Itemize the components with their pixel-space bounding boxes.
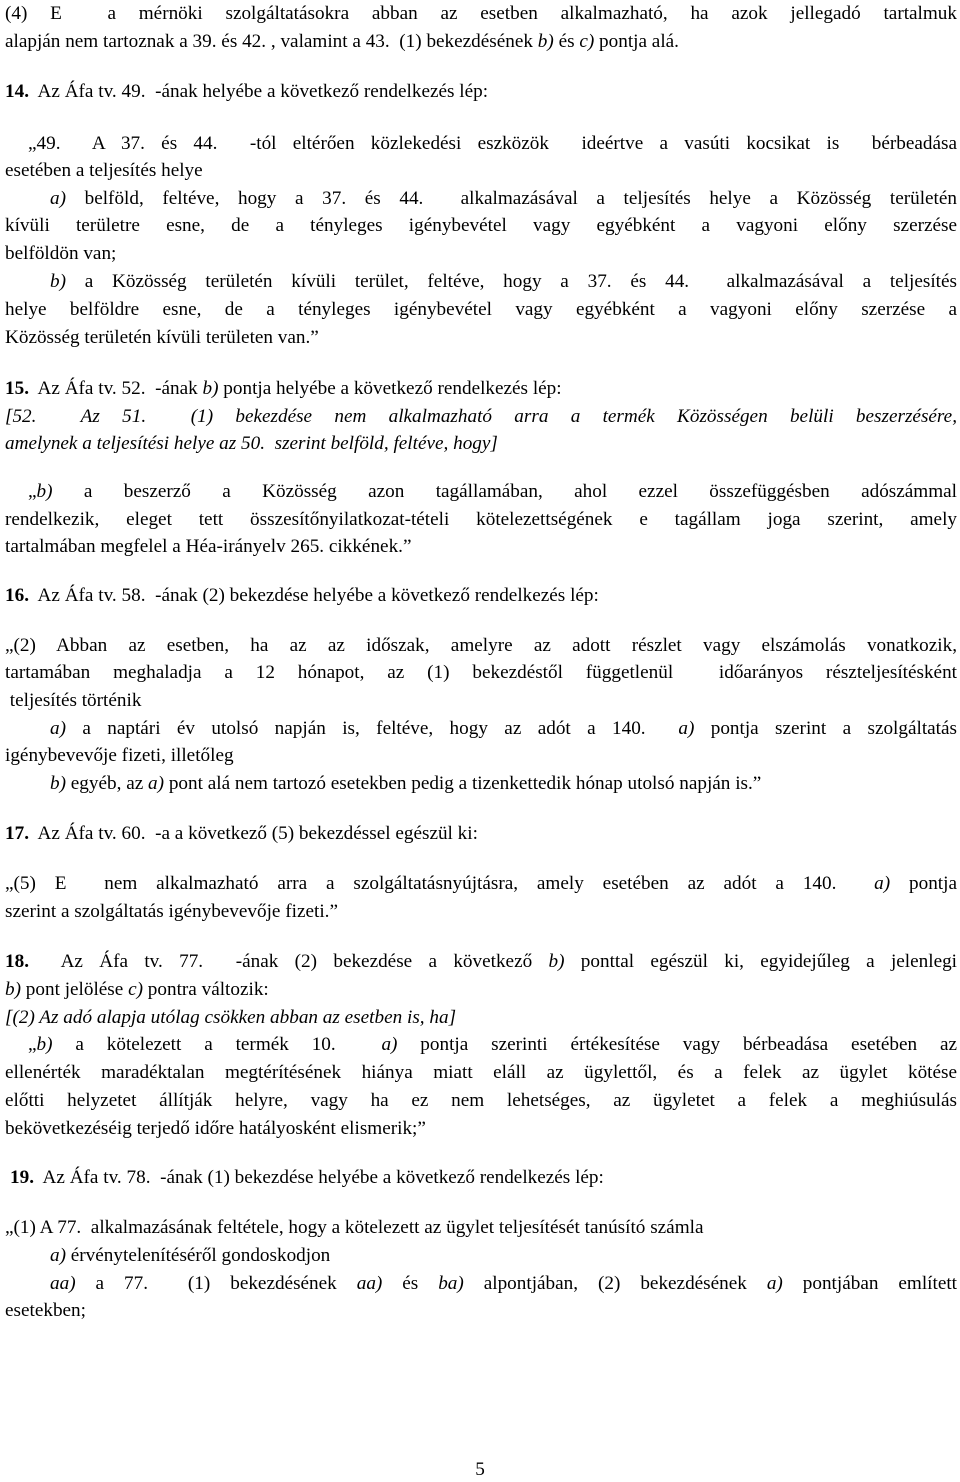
- text-line: [5, 978, 957, 1002]
- text-line: [5, 872, 957, 896]
- text-segment: aa): [356, 1273, 383, 1294]
- text-line: [50, 187, 957, 211]
- text-line: [5, 661, 957, 685]
- text-segment: b): [36, 1034, 53, 1055]
- page-number: 5: [475, 1459, 485, 1480]
- section-number: 19.: [10, 1167, 39, 1188]
- text-segment: pont alá nem tartozó esetekben pedig a tizenkettedik hónap utolsó napján is.”: [164, 773, 762, 794]
- text-line: [28, 132, 957, 156]
- section-number: 18.: [5, 951, 46, 972]
- text-segment: esetekben;: [5, 1300, 86, 1321]
- text-line: [5, 634, 957, 658]
- text-segment: „(2) Abban az esetben, ha az az időszak, amelyre az adott részlet vagy elszámolás vonatkozik,: [5, 635, 957, 656]
- text-segment: amelynek a teljesítési helye az 50. szerint belföld, feltéve, hogy]: [5, 433, 498, 454]
- section-number: 14.: [5, 81, 34, 102]
- text-segment: tartamában meghaladja a 12 hónapot, az (1) bekezdéstől függetlenül időarányos részteljesítésként: [5, 662, 957, 683]
- text-line: [5, 584, 957, 608]
- text-segment: „(5) E nem alkalmazható arra a szolgáltatásnyújtásra, amely esetében az adót a 140.: [5, 873, 875, 894]
- text-segment: a): [678, 718, 695, 739]
- text-segment: pontja: [890, 873, 957, 894]
- section-number: 16.: [5, 585, 34, 606]
- text-line: [5, 1299, 957, 1323]
- text-segment: Közösség területén kívüli területen van.”: [5, 327, 319, 348]
- text-segment: b): [537, 31, 554, 52]
- text-line: [5, 30, 957, 54]
- text-segment: c): [128, 979, 143, 1000]
- text-line: [50, 772, 957, 796]
- text-segment: Az Áfa tv. 60. -a a következő (5) bekezdéssel egészül ki:: [33, 823, 478, 844]
- text-segment: pontja szerint a szolgáltatás: [694, 718, 957, 739]
- text-segment: tartalmában megfelel a Héa-irányelv 265. cikkének.”: [5, 536, 412, 557]
- text-segment: a): [381, 1034, 398, 1055]
- text-segment: pontja alá.: [594, 31, 679, 52]
- text-line: [50, 1244, 957, 1268]
- text-segment: és: [553, 31, 580, 52]
- text-segment: ponttal egészül ki, egyidejűleg a jelenlegi: [564, 951, 958, 972]
- text-segment: a): [50, 718, 66, 739]
- text-line: [5, 159, 957, 183]
- text-segment: „(1) A 77. alkalmazásának feltétele, hogy a kötelezett az ügylet teljesítését tanúsító számla: [5, 1217, 704, 1238]
- text-line: [28, 1033, 957, 1057]
- section-number: 15.: [5, 378, 34, 399]
- text-segment: pontjában említett: [782, 1273, 957, 1294]
- text-segment: helye belföldre esne, de a tényleges igénybevétel vagy egyébként a vagyoni előny szerzése a: [5, 299, 957, 320]
- text-segment: a): [50, 188, 66, 209]
- text-segment: a): [874, 873, 891, 894]
- text-segment: b): [5, 979, 21, 1000]
- text-line: [5, 80, 957, 104]
- text-segment: pontja helyébe a következő rendelkezés lép:: [218, 378, 562, 399]
- text-line: [5, 1089, 957, 1113]
- text-segment: Az Áfa tv. 78. -ának (1) bekezdése helyébe a következő rendelkezés lép:: [38, 1167, 604, 1188]
- text-line: [5, 1061, 957, 1085]
- text-segment: aa): [50, 1273, 76, 1294]
- text-segment: pontra változik:: [143, 979, 269, 1000]
- text-line: [5, 950, 957, 974]
- text-line: [5, 432, 957, 456]
- text-segment: belföldön van;: [5, 243, 117, 264]
- text-segment: Az Áfa tv. 52. -ának: [33, 378, 203, 399]
- text-segment: [52. Az 51. (1) bekezdése nem alkalmazható arra a termék Közösségen belüli beszerzésére,: [5, 406, 957, 427]
- text-segment: ba): [438, 1273, 464, 1294]
- text-segment: Az Áfa tv. 49. -ának helyébe a következő rendelkezés lép:: [33, 81, 489, 102]
- text-line: [5, 900, 957, 924]
- text-line: [5, 214, 957, 238]
- text-segment: a): [50, 1245, 66, 1266]
- text-segment: alapján nem tartoznak a 39. és 42. , valamint a 43. (1) bekezdésének: [5, 31, 538, 52]
- text-segment: a beszerző a Közösség azon tagállamában, ahol ezzel összefüggésben adószámmal: [52, 481, 957, 502]
- text-segment: esetében a teljesítés helye: [5, 160, 203, 181]
- text-segment: „: [28, 1034, 37, 1055]
- text-line: [5, 2, 957, 26]
- text-segment: szerint a szolgáltatás igénybevevője fizeti.”: [5, 901, 338, 922]
- text-line: [5, 242, 957, 266]
- text-line: [5, 535, 957, 559]
- text-line: [5, 377, 957, 401]
- text-segment: b): [50, 271, 66, 292]
- text-segment: előtti helyzetet állítják helyre, vagy ha ez nem lehetséges, az ügyletet a felek a meghiúsulás: [5, 1090, 957, 1111]
- text-line: [10, 1166, 960, 1190]
- text-segment: a naptári év utolsó napján is, feltéve, hogy az adót a 140.: [65, 718, 679, 739]
- text-segment: pontja szerinti értékesítése vagy bérbeadása esetében az: [397, 1034, 957, 1055]
- text-segment: Az Áfa tv. 77. -ának (2) bekezdése a következő: [45, 951, 549, 972]
- text-line: [50, 1272, 957, 1296]
- text-segment: egyéb, az: [65, 773, 149, 794]
- text-segment: a): [766, 1273, 783, 1294]
- text-segment: a 77. (1) bekezdésének: [75, 1273, 357, 1294]
- text-segment: [(2) Az adó alapja utólag csökken abban az esetben is, ha]: [5, 1007, 457, 1028]
- text-segment: a Közösség területén kívüli terület, feltéve, hogy a 37. és 44. alkalmazásával a teljesítés: [65, 271, 957, 292]
- text-segment: rendelkezik, eleget tett összesítőnyilatkozat-tételi kötelezettségének e tagállam joga szerint, amely: [5, 509, 957, 530]
- text-segment: c): [579, 31, 595, 52]
- text-line: [50, 270, 957, 294]
- text-line: [5, 298, 957, 322]
- text-segment: a kötelezett a termék 10.: [52, 1034, 382, 1055]
- text-segment: „: [28, 481, 37, 502]
- text-line: [5, 508, 957, 532]
- text-line: [5, 1006, 957, 1030]
- text-line: [5, 689, 957, 713]
- text-segment: (4) E a mérnöki szolgáltatásokra abban az esetben alkalmazható, ha azok jellegadó tartalmuk: [5, 3, 957, 24]
- section-number: 17.: [5, 823, 34, 844]
- text-segment: igénybevevője fizeti, illetőleg: [5, 745, 234, 766]
- text-segment: b): [50, 773, 66, 794]
- text-line: [5, 326, 957, 350]
- text-segment: érvénytelenítéséről gondoskodjon: [65, 1245, 331, 1266]
- text-line: [5, 822, 957, 846]
- text-segment: kívüli területre esne, de a tényleges igénybevétel vagy egyébként a vagyoni előny szerzése: [5, 215, 957, 236]
- text-segment: és: [382, 1273, 439, 1294]
- text-segment: Az Áfa tv. 58. -ának (2) bekezdése helyébe a következő rendelkezés lép:: [33, 585, 599, 606]
- text-line: [50, 717, 957, 741]
- text-segment: alpontjában, (2) bekezdésének: [463, 1273, 767, 1294]
- text-segment: a): [148, 773, 165, 794]
- text-line: [28, 480, 957, 504]
- text-segment: b): [36, 481, 53, 502]
- text-segment: bekövetkezéséig terjedő időre hatályosként elismerik;”: [5, 1118, 426, 1139]
- text-line: [5, 405, 957, 429]
- text-segment: ellenérték maradéktalan megtérítésének hiánya miatt eláll az ügylettől, és a felek az ügylet kötése: [5, 1062, 957, 1083]
- text-segment: pont jelölése: [20, 979, 129, 1000]
- text-segment: belföld, feltéve, hogy a 37. és 44. alkalmazásával a teljesítés helye a Közösség területén: [65, 188, 957, 209]
- text-line: [5, 744, 957, 768]
- text-segment: b): [548, 951, 565, 972]
- text-line: [5, 1117, 957, 1141]
- text-segment: b): [202, 378, 219, 399]
- text-segment: teljesítés történik: [5, 690, 142, 711]
- text-line: [5, 1216, 957, 1240]
- text-segment: „49. A 37. és 44. -tól eltérően közlekedési eszközök ideértve a vasúti kocsikat is bérbeadása: [28, 133, 957, 154]
